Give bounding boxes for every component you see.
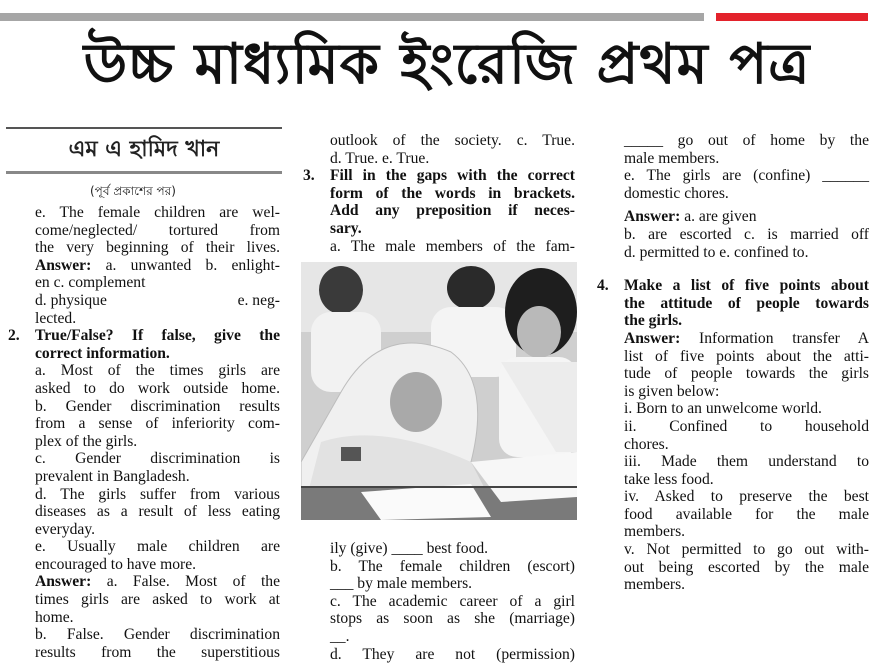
text-line: d. They are not (permission) [330,645,575,663]
text-line: _____ go out of home by the [624,132,869,149]
text-line: b. Gender discrimination results [35,397,280,415]
column-3 [597,132,869,594]
text-line: is given below: [624,382,720,400]
text-line: stops as soon as she (marriage) [330,610,575,628]
question-text: form of the words in brackets. [330,184,575,202]
question-text: Fill in the gaps with the correct [330,167,575,185]
text-line: members. [624,523,686,541]
text-span: a. are given [680,208,757,226]
text-line: i. Born to an unwelcome world. [624,400,822,418]
question-number: 4. [597,277,609,295]
text-line: lected. [35,309,77,327]
text-span: a. unwanted b. enlight- [91,256,280,274]
text-line: b. False. Gender discrimination [35,626,280,644]
text-line: everyday. [35,520,96,538]
text-line: take less food. [624,470,714,488]
answer-label: Answer: [35,256,92,274]
text-line: male members. [624,149,720,167]
text-line: plex of the girls. [35,432,138,450]
text-line [35,573,280,591]
question-3 [303,167,575,237]
text-line: __. [330,627,350,645]
text-line: prevalent in Bangladesh. [35,467,190,485]
text-line: from a sense of inferiority com- [35,415,280,433]
text-line: a. Most of the times girls are [35,362,280,380]
text-line: d. permitted to e. confined to. [624,243,809,261]
answer-label: Answer: [624,208,681,226]
text-line: outlook of the society. c. True. [330,132,575,149]
text-span: Information transfer A [680,329,869,347]
text-line: tude of people towards the girls [624,365,869,383]
answer-label: Answer: [35,573,92,591]
text-line: en c. complement [35,274,146,292]
text-span: a. False. Most of the [91,573,280,591]
question-2 [8,327,280,362]
author-name: এম এ হামিদ খান [68,137,220,162]
text-span: e. neg- [237,291,280,309]
text-line: the very beginning of their lives. [35,239,280,257]
text-line [35,292,280,310]
column-2-continued [330,540,575,663]
page-title: উচ্চ মাধ্যমিক ইংরেজি প্রথম পত্র [83,32,811,97]
column-1 [8,204,280,661]
text-line: a. The male members of the fam- [330,237,575,255]
text-line: members. [624,576,686,594]
text-line: diseases as a result of less eating [35,503,280,521]
text-line: food available for the male [624,505,869,523]
answer-label: Answer: [624,329,681,347]
column-2 [303,132,575,255]
header-red-rule [716,13,868,21]
question-text: Make a list of five points about [624,277,869,295]
text-line: ___ by male members. [330,575,473,593]
text-line: encouraged to have more. [35,555,197,573]
exam-hall-image [301,262,577,520]
question-4 [597,277,869,330]
text-line: b. are escorted c. is married off [624,225,869,243]
text-line: b. The female children (escort) [330,557,575,575]
classroom-photo [301,262,577,520]
question-number: 2. [8,327,20,345]
text-line: times girls are asked to work at [35,591,280,609]
text-line [624,330,869,348]
text-line [624,208,869,226]
text-line: come/neglected/ tortured from [35,221,280,239]
text-line [35,257,280,275]
text-span: d. physique [35,291,107,309]
text-line: e. The female children are wel- [35,204,280,221]
text-line: v. Not permitted to go out with- [624,541,869,559]
text-line: domestic chores. [624,184,729,202]
text-line: list of five points about the atti- [624,347,869,365]
text-line: out being escorted by the male [624,558,869,576]
question-text: the attitude of people towards [624,294,869,312]
text-line: ily (give) ____ best food. [330,540,489,557]
text-line: results from the superstitious [35,643,280,661]
question-text: correct information. [35,344,170,362]
text-line: chores. [624,435,669,453]
text-line: d. The girls suffer from various [35,485,280,503]
text-line: c. Gender discrimination is [35,450,280,468]
text-line: c. The academic career of a girl [330,592,575,610]
question-text: Add any preposition if neces- [330,202,575,220]
text-line: home. [35,608,74,626]
text-line: e. Usually male children are [35,538,280,556]
text-line: asked to do work outside home. [35,379,280,397]
question-text: the girls. [624,312,683,330]
text-line: iii. Made them understand to [624,453,869,471]
author-rule-bottom [6,171,282,174]
question-number: 3. [303,167,315,185]
question-text: True/False? If false, give the [35,327,280,345]
text-line: e. The girls are (confine) ______ [624,167,869,185]
header-gray-rule [0,13,704,21]
question-text: sary. [330,219,362,237]
author-rule-top [6,127,282,129]
text-line: ii. Confined to household [624,417,869,435]
text-line: d. True. e. True. [330,149,430,167]
continued-note: (পূর্ব প্রকাশের পর) [90,184,176,198]
text-line: iv. Asked to preserve the best [624,488,869,506]
